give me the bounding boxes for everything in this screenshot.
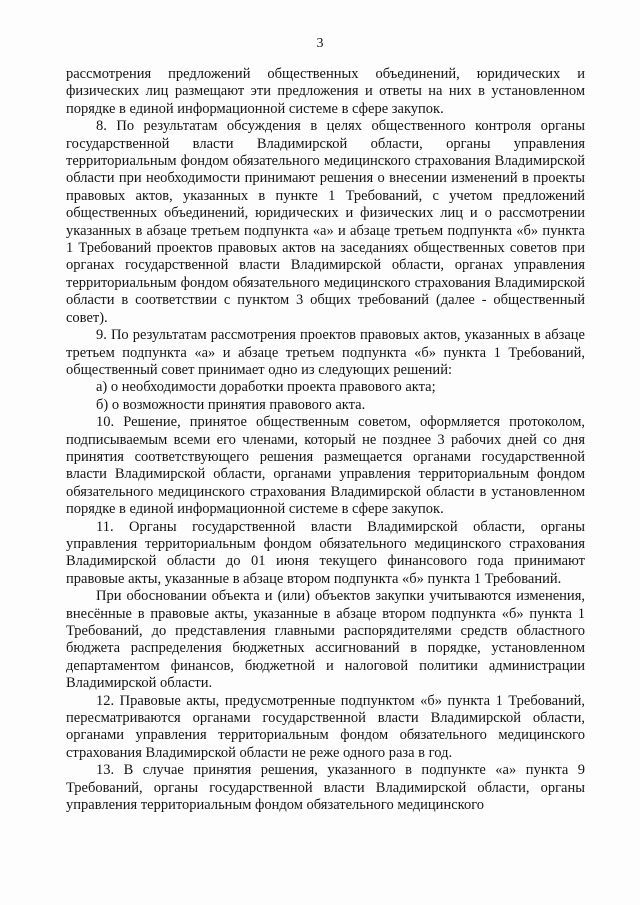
paragraph-subitem-a: а) о необходимости доработки проекта правового акта; — [96, 379, 436, 396]
paragraph-item-10: 10. Решение, принятое общественным советом, оформляется протоколом, подписываемым всеми его членами, который не позднее 3 рабочих дней со дня принятия соответствующего решения размещается органами государственной власти Владимирской области, органами управления территориальным фондом обязательного медицинского страхования Владимирской области в установленном порядке в единой информационной системе в сфере закупок. — [66, 414, 585, 518]
paragraph-item-11-note: При обосновании объекта и (или) объектов закупки учитываются изменения, внесённые в правовые акты, указанные в абзаце втором подпункта «б» пункта 1 Требований, до представления главными распорядителями средств областного бюджета распределения бюджетных ассигнований в порядке, установленном департаментом финансов, бюджетной и налоговой политики администрации Владимирской области. — [66, 588, 585, 692]
paragraph-item-8: 8. По результатам обсуждения в целях общественного контроля органы государственной власти Владимирской области, органы управления территориальным фондом обязательного медицинского страхования Владимирской области при необходимости принимают решения о внесении изменений в проекты правовых актов, указанных в пункте 1 Требований, с учетом предложений общественных объединений, юридических и физических лиц и о рассмотрении указанных в абзаце третьем подпункта «а» и абзаце третьем подпункта «б» пункта 1 Требований проектов правовых актов на заседаниях общественных советов при органах государственной власти Владимирской области, органах управления территориальным фондом обязательного медицинского страхования Владимирской области в соответствии с пунктом 3 общих требований (далее - общественный совет). — [66, 118, 585, 326]
page-number: 3 — [316, 36, 324, 51]
paragraph-continuation: рассмотрения предложений общественных объединений, юридических и физических лиц размещают эти предложения и ответы на них в установленном порядке в единой информационной системе в сфере закупок. — [66, 66, 585, 117]
paragraph-item-11: 11. Органы государственной власти Владимирской области, органы управления территориальным фондом обязательного медицинского страхования Владимирской области до 01 июня текущего финансового года принимают правовые акты, указанные в абзаце втором подпункта «б» пункта 1 Требований. — [66, 518, 585, 587]
paragraph-item-12: 12. Правовые акты, предусмотренные подпунктом «б» пункта 1 Требований, пересматриваются органами государственной власти Владимирской области, органами управления территориальным фондом обязательного медицинского страхования Владимирской области не реже одного раза в год. — [66, 692, 585, 761]
paragraph-subitem-b: б) о возможности принятия правового акта. — [96, 396, 366, 413]
paragraph-item-9: 9. По результатам рассмотрения проектов правовых актов, указанных в абзаце третьем подпункта «а» и абзаце третьем подпункта «б» пункта 1 Требований, общественный совет принимает одно из следующих решений: — [66, 327, 585, 378]
document-body — [66, 66, 585, 814]
paragraph-item-13: 13. В случае принятия решения, указанного в подпункте «а» пункта 9 Требований, органы государственной власти Владимирской области, органы управления территориальным фондом обязательного медицинского — [66, 762, 585, 814]
